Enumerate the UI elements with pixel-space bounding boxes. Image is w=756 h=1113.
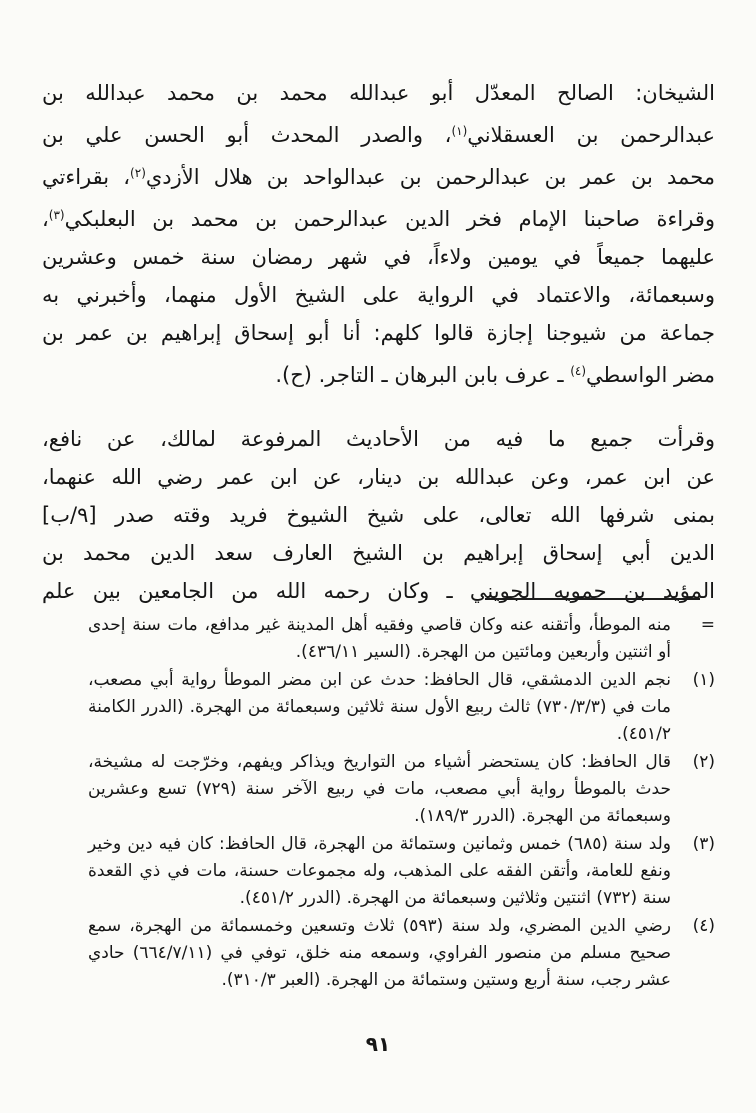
body-line-text: ، بقراءتي [42,165,131,189]
body-line-text: جماعة من شيوجنا إجازة قالوا كلهم: أنا أبو إسحاق إبراهيم بن عمر بن [42,321,715,345]
body-line [42,112,715,154]
footnote-text: نجم الدين الدمشقي، قال الحافظ: حدث عن ابن مضر الموطأ رواية أبي مصعب، مات في (٧٣٠/٣/٣) ثالث ربيع الأول سنة ثلاثين وسبعمائة من الهجرة. (الدرر الكامنة ٤٥١/٢). [88,670,671,744]
footnotes-section [42,612,715,995]
footnote-ref-1: (١) [451,124,468,138]
body-line [42,314,715,352]
body-line-text: وسبعمائة، والاعتماد في الرواية على الشيخ الأول منهما، وأخبرني به [42,283,715,307]
footnote-item [42,913,715,994]
body-line-text: ـ عرف بابن البرهان ـ التاجر. (ح). [275,363,571,387]
body-line-text: الدين أبي إسحاق إبراهيم بن الشيخ العارف سعد الدين محمد بن [42,541,715,565]
footnote-marker-3: (٣) [692,834,715,854]
body-line-text: ، والصدر المحدث أبو الحسن علي بن [42,123,452,147]
body-line-text: ، [42,207,49,231]
footnote-text: قال الحافظ: كان يستحضر أشياء من التواريخ ويذاكر ويفهم، وخرّجت له مشيخة، حدث بالموطأ رواية أبي مصعب، مات في ربيع الآخر سنة (٧٢٩) تسع وعشرين وسبعمائة من الهجرة. (الدرر ١٨٩/٣). [88,752,671,826]
paragraph-1 [42,74,715,394]
main-text [42,74,715,610]
body-line-text: المؤيد بن حمويه الجويني ـ وكان رحمه الله من الجامعين بين علم [42,579,715,603]
body-line [42,458,715,496]
body-line-text: عن ابن عمر، وعن عبدالله بن دينار، عن ابن عمر رضي الله عنهما، [42,465,715,489]
body-line [42,276,715,314]
body-line [42,196,715,238]
footnote-text: منه الموطأ، وأتقنه عنه وكان قاصي وفقيه أهل المدينة غير مدافع، مات سنة إحدى أو اثنتين وأربعين ومائتين من الهجرة. (السير ٤٣٦/١١). [88,615,671,662]
footnote-item [42,749,715,830]
body-line [42,238,715,276]
footnote-ref-2: (٢) [130,166,146,180]
footnote-item [42,831,715,912]
body-line-text: عبدالرحمن بن العسقلاني [467,123,715,147]
body-line [42,420,715,458]
footnote-item [42,667,715,748]
footnote-text: رضي الدين المضري، ولد سنة (٥٩٣) ثلاث وتسعين وخمسمائة من الهجرة، سمع صحيح مسلم من منصور الفراوي، وسمعه منه خلق، توفي في (٦٦٤/٧/١١) حادي عشر رجب، سنة أربع وستين وستمائة من الهجرة. (العبر ٣١٠/٣). [88,916,671,990]
body-line-text: وقراءة صاحبنا الإمام فخر الدين عبدالرحمن بن محمد بن البعلبكي [64,207,715,231]
page-number: ٩١ [365,1032,391,1056]
footnote-marker-4: (٤) [692,916,715,936]
body-line [42,74,715,112]
body-line [42,496,715,534]
footnote-ref-3: (٣) [48,208,65,222]
body-line-text: عليهما جميعاً في يومين ولاءاً، في شهر رمضان سنة خمس وعشرين [42,245,715,269]
body-line [42,154,715,196]
body-line-text: وقرأت جميع ما فيه من الأحاديث المرفوعة لمالك، عن نافع، [42,427,715,451]
body-line [42,572,715,610]
footnote-marker-1: (١) [692,670,715,690]
footnote-item [42,612,715,666]
body-line [42,352,715,394]
folio-marker: [٩/ب] [42,503,97,527]
footnote-separator [485,598,700,600]
body-line-text: محمد بن عمر بن عبدالرحمن بن عبدالواحد بن هلال الأزدي [145,165,715,189]
footnote-continuation-marker: = [700,615,715,635]
paragraph-2 [42,420,715,610]
body-line [42,534,715,572]
footnote-text: ولد سنة (٦٨٥) خمس وثمانين وستمائة من الهجرة، قال الحافظ: كان فيه دين وخير ونفع للعامة، وأتقن الفقه على المذهب، وله مجموعات حسنة، مات في ذي القعدة سنة (٧٣٢) اثنتين وثلاثين وسبعمائة من الهجرة. (الدرر ٤٥١/٢). [88,834,672,908]
footnote-marker-2: (٢) [692,752,715,772]
body-line-text: بمنى شرفها الله تعالى، على شيخ الشيوخ فريد وقته صدر [96,503,715,527]
footnote-ref-4: (٤) [570,364,587,378]
body-line-text: مضر الواسطي [586,363,715,387]
body-line-text: الشيخان: الصالح المعدّل أبو عبدالله محمد بن محمد عبدالله بن [42,81,715,105]
